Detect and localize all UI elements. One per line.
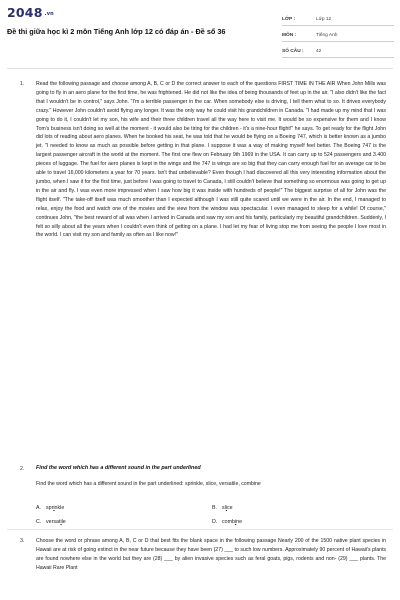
option-c[interactable] <box>36 519 66 525</box>
option-text: le <box>61 519 66 525</box>
option-text: ce <box>227 505 233 511</box>
info-value: 42 <box>316 49 322 54</box>
question-number: 1. <box>20 81 25 87</box>
option-letter: D. <box>212 519 218 525</box>
option-d[interactable] <box>212 519 242 525</box>
option-a[interactable] <box>36 505 64 511</box>
question-2-body: Find the word which has a different sound in the part underlined: sprinkle, slice, versatile, combine <box>36 481 261 487</box>
question-1-passage: Read the following passage and choose among A, B, C or D the correct answer to each of the questions FIRST TIME IN THE AIR When John Mills was going to fly in an aero plane for the first time, he was frightened. He did not like the idea of being thousands of feet up in the air. "I also didn't like the fact that I wouldn't be in control," says John. "I'm a terrible passenger in the car. When somebody else is driving, I tell them what to so. It drives everybody crazy." However John couldn't avoid flying any longer. It was the only way he could visit his grandchildren in Canada. "I had made up my mind that I was going to do it, I couldn't let my son, his wife and their three children travel all the way here to visit me. It would be so expensive for them and I know Tom's business isn't doing so well at the moment - it would also be tiring for the children - it's a nine-hour flight!" he says. To get ready for the flight John did lots of reading about aero planes. When he booked his seat, he was told that he would be flying on a Boeing 747, which is better known as a jumbo jet. "I needed to know as much as possible before getting in that plane. I suppose it was a way of making myself feel better. The Boeing 747 is the largest passenger aircraft in the world at the moment. The first one flew on February 9th 1969 in the USA. It can carry up to 524 passengers and 3.400 pieces of luggage. The fuel for aero planes is kept in the wings and the 747 is wings are so big that they can carry enough fuel for an average car to be able to travel 16,000 kilometers a year for 70 years. Isn't that unbelievable? Even though I had discovered all this very interesting information about the jumbo, when I saw it for the first time, just before I was going to travel to Canada, I still couldn't believe that something so enormous was going to get up in the air and fly. I was even more impressed when I saw how big it was inside with hundreds of people!" The biggest surprise of all for John was the flight itself. "The take-off itself was much smoother than I expected although I was still quite scared until we were in the air. In the end, I managed to relax, enjoy the food and watch one of the movies and the view from the window was spectacular. I even managed to sleep for a while! Of course," continues John, "the best reward of all was when I arrived in Canada and saw my son and his family, particularly my beautiful grandchildren. Suddenly, I felt so silly about all the years when I couldn't even think of getting on a plane. I had let my fear of living stop me from seeing the people I love most in the world. I can visit my son and family as often as I like now!" <box>36 81 386 239</box>
option-underlined: i <box>53 505 55 511</box>
question-3-passage: Choose the word or phrase among A, B, C or D that best fits the blank space in the following passage Nearly 200 of the 1500 native plant species in Hawaii are at risk of going extinct in the near future because they have been (27) ___ to such low numbers. Approximately 90 percent of Hawaii's plants are found nowhere else in the world but they are (28) ___ by alien invasive species such as feral goats, pigs, rodents and non- (29) ___ plants. The Hawaii Rare Plant <box>36 538 386 571</box>
option-text: nkle <box>54 505 65 511</box>
logo-text: 2048 <box>7 5 43 20</box>
site-logo[interactable] <box>7 5 54 20</box>
option-letter: C. <box>36 519 42 525</box>
info-row-subject <box>282 31 394 42</box>
option-b[interactable] <box>212 505 233 511</box>
info-label: MÔN : <box>282 33 297 38</box>
exam-info <box>282 15 394 63</box>
info-row-class <box>282 15 394 26</box>
option-text: ne <box>236 519 243 525</box>
logo-domain: .vn <box>44 10 54 17</box>
question-divider <box>7 529 393 530</box>
question-number: 2. <box>20 466 25 472</box>
info-value: Tiếng Anh <box>316 33 338 38</box>
option-text: sl <box>222 505 226 511</box>
option-text: versat <box>46 519 61 525</box>
info-label: SỐ CÂU : <box>282 49 304 54</box>
option-underlined: i <box>225 505 228 511</box>
option-letter: A. <box>36 505 42 511</box>
info-value: Lớp 12 <box>316 17 332 22</box>
option-underlined: i <box>234 519 237 525</box>
info-label: LỚP : <box>282 17 296 22</box>
option-underlined: i <box>60 519 62 525</box>
option-text: comb <box>222 519 235 525</box>
question-number: 3. <box>20 538 25 544</box>
info-row-count <box>282 47 394 58</box>
option-text: spr <box>46 505 54 511</box>
option-letter: B. <box>212 505 218 511</box>
exam-title: Đề thi giữa học kì 2 môn Tiếng Anh lớp 12 có đáp án - Đề số 36 <box>7 27 226 36</box>
question-2-title: Find the word which has a different sound in the part underlined <box>36 465 201 471</box>
header-divider <box>7 68 393 69</box>
